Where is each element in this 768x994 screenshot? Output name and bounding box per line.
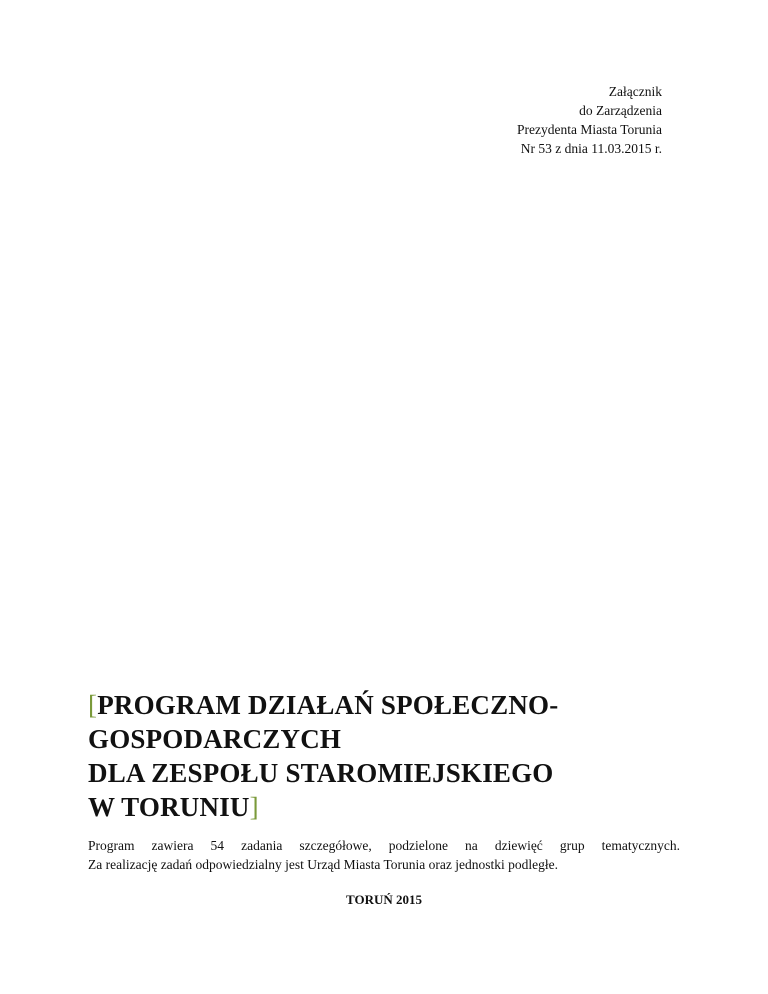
title-close-bracket: ] bbox=[249, 792, 259, 822]
place-and-year: TORUŃ 2015 bbox=[346, 892, 422, 907]
attachment-ordinance: do Zarządzenia bbox=[579, 103, 662, 118]
title-open-bracket: [ bbox=[88, 690, 98, 720]
attachment-label: Załącznik bbox=[608, 84, 662, 99]
description-line-2: Za realizację zadań odpowiedzialny jest Urząd Miasta Torunia oraz jednostki podległe. bbox=[88, 857, 558, 872]
attachment-number-date: Nr 53 z dnia 11.03.2015 r. bbox=[520, 141, 662, 156]
title-text-4: W TORUNIU bbox=[88, 792, 250, 822]
document-description bbox=[88, 836, 680, 874]
title-line-4 bbox=[88, 790, 688, 824]
title-line-2: GOSPODARCZYCH bbox=[88, 724, 342, 754]
description-line-1: Program zawiera 54 zadania szczegółowe, podzielone na dziewięć grup tematycznych. bbox=[88, 838, 680, 853]
title-line-3: DLA ZESPOŁU STAROMIEJSKIEGO bbox=[88, 758, 554, 788]
attachment-note bbox=[517, 82, 662, 158]
document-title bbox=[88, 688, 688, 824]
attachment-issuer: Prezydenta Miasta Torunia bbox=[516, 122, 662, 137]
title-line-1 bbox=[88, 688, 688, 722]
title-text-1: PROGRAM DZIAŁAŃ SPOŁECZNO- bbox=[97, 690, 559, 720]
